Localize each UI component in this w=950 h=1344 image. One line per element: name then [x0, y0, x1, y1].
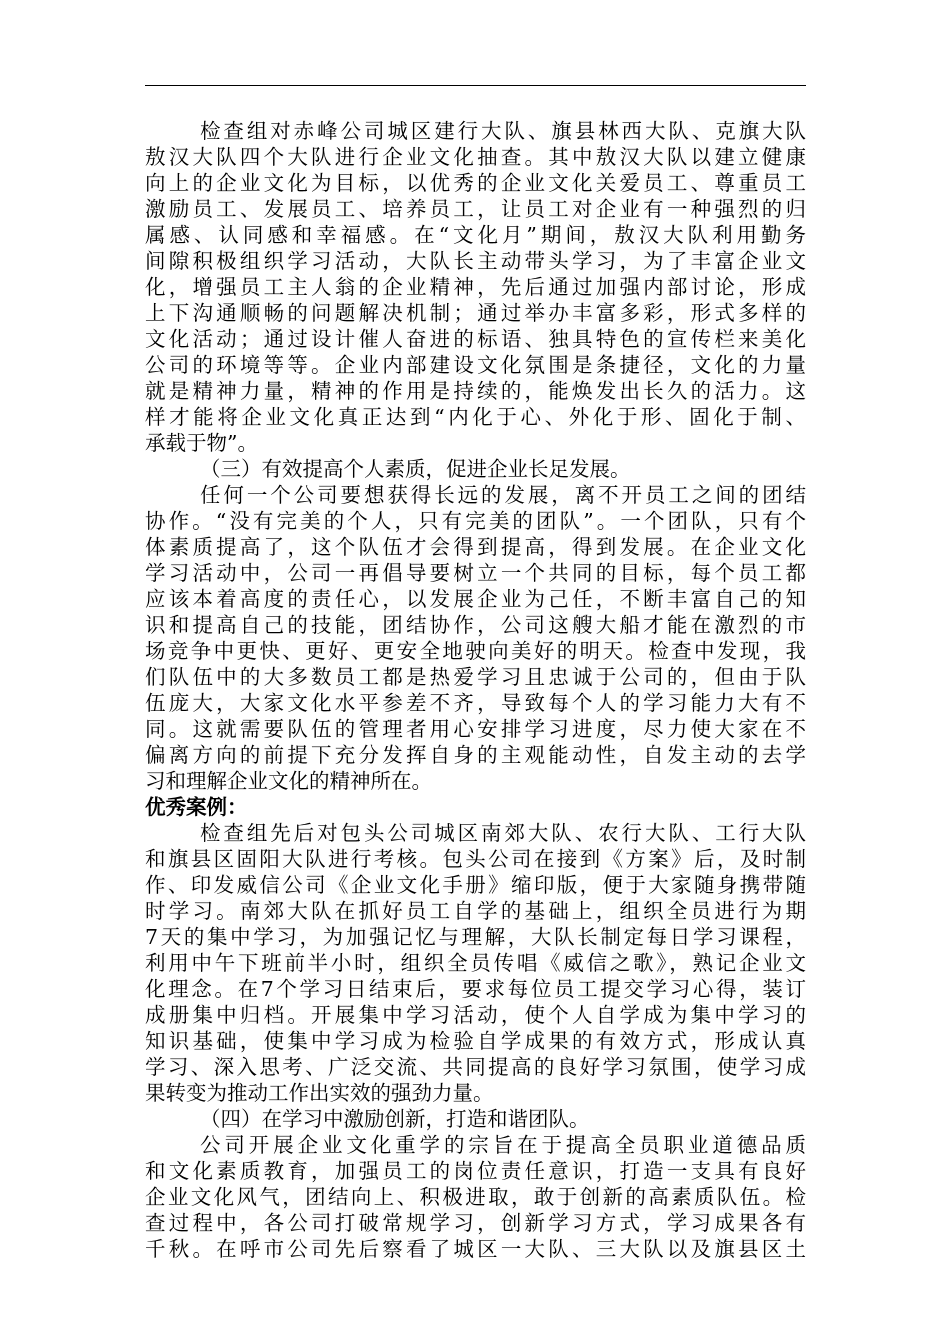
text-line: 知识基础，使集中学习成为检验自学成果的有效方式，形成认真 [145, 1029, 806, 1053]
text-line: 同。这就需要队伍的管理者用心安排学习进度，尽力使大家在不 [145, 717, 806, 741]
text-line: 公司的环境等等。企业内部建设文化氛围是条捷径，文化的力量 [145, 353, 806, 377]
document-body [145, 118, 806, 1262]
text-line: 和文化素质教育，加强员工的岗位责任意识，打造一支具有良好 [145, 1159, 806, 1183]
text-line: 检查组先后对包头公司城区南郊大队、农行大队、工行大队 [200, 821, 806, 845]
text-line: 们队伍中的大多数员工都是热爱学习且忠诚于公司的，但由于队 [145, 665, 806, 689]
text-line: 时学习。南郊大队在抓好员工自学的基础上，组织全员进行为期 [145, 899, 806, 923]
text-line: 敖汉大队四个大队进行企业文化抽查。其中敖汉大队以建立健康 [145, 145, 806, 169]
section-label [145, 794, 806, 820]
header-rule [145, 85, 806, 86]
text-line: 化，增强员工主人翁的企业精神，先后通过加强内部讨论，形成 [145, 275, 806, 299]
text-line: 样才能将企业文化真正达到“内化于心、外化于形、固化于制、 [145, 405, 806, 429]
text-line: 查过程中，各公司打破常规学习，创新学习方式，学习成果各有 [145, 1211, 806, 1235]
text-line: 上下沟通顺畅的问题解决机制；通过举办丰富多彩，形式多样的 [145, 301, 806, 325]
text-line: 利用中午下班前半小时，组织全员传唱《威信之歌》，熟记企业文 [145, 951, 806, 975]
text-line: （三）有效提高个人素质，促进企业长足发展。 [200, 457, 631, 481]
paragraph [145, 820, 806, 1106]
text-line: 体素质提高了，这个队伍才会得到提高，得到发展。在企业文化 [145, 535, 806, 559]
text-line: 7天的集中学习，为加强记忆与理解，大队长制定每日学习课程， [145, 925, 806, 949]
text-line: 应该本着高度的责任心，以发展企业为己任，不断丰富自己的知 [145, 587, 806, 611]
paragraph [145, 1132, 806, 1262]
text-line: 检查组对赤峰公司城区建行大队、旗县林西大队、克旗大队 [200, 119, 806, 143]
text-line: 果转变为推动工作出实效的强劲力量。 [145, 1081, 494, 1105]
text-line: 千秋。在呼市公司先后察看了城区一大队、三大队以及旗县区土 [145, 1237, 806, 1261]
text-line: 承载于物”。 [145, 431, 258, 455]
text-line: 和旗县区固阳大队进行考核。包头公司在接到《方案》后，及时制 [145, 847, 806, 871]
text-line: 公司开展企业文化重学的宗旨在于提高全员职业道德品质 [200, 1133, 806, 1157]
text-line: 就是精神力量，精神的作用是持续的，能焕发出长久的活力。这 [145, 379, 806, 403]
paragraph [145, 118, 806, 456]
text-line: 文化活动；通过设计催人奋进的标语、独具特色的宣传栏来美化 [145, 327, 806, 351]
text-line: 间隙积极组织学习活动，大队长主动带头学习，为了丰富企业文 [145, 249, 806, 273]
text-line: 识和提高自己的技能，团结协作，公司这艘大船才能在激烈的市 [145, 613, 806, 637]
text-line: 化理念。在7个学习日结束后，要求每位员工提交学习心得，装订 [145, 977, 806, 1001]
text-line: 激励员工、发展员工、培养员工，让员工对企业有一种强烈的归 [145, 197, 806, 221]
text-line: 协作。“没有完美的个人，只有完美的团队”。一个团队，只有个 [145, 509, 806, 533]
text-line: 任何一个公司要想获得长远的发展，离不开员工之间的团结 [200, 483, 806, 507]
text-line: （四）在学习中激励创新，打造和谐团队。 [200, 1107, 590, 1131]
text-line: 向上的企业文化为目标，以优秀的企业文化关爱员工、尊重员工 [145, 171, 806, 195]
label-text: 优秀案例： [145, 795, 248, 819]
text-line: 习和理解企业文化的精神所在。 [145, 769, 432, 793]
text-line: 作、印发威信公司《企业文化手册》缩印版，便于大家随身携带随 [145, 873, 806, 897]
paragraph [145, 482, 806, 794]
text-line: 属感、认同感和幸福感。在“文化月”期间，敖汉大队利用勤务 [145, 223, 806, 247]
text-line: 偏离方向的前提下充分发挥自身的主观能动性，自发主动的去学 [145, 743, 806, 767]
text-line: 伍庞大，大家文化水平参差不齐，导致每个人的学习能力大有不 [145, 691, 806, 715]
text-line: 学习、深入思考、广泛交流、共同提高的良好学习氛围，使学习成 [145, 1055, 806, 1079]
text-line: 学习活动中，公司一再倡导要树立一个共同的目标，每个员工都 [145, 561, 806, 585]
text-line: 成册集中归档。开展集中学习活动，使个人自学成为集中学习的 [145, 1003, 806, 1027]
section-heading [145, 456, 806, 482]
text-line: 企业文化风气，团结向上、积极进取，敢于创新的高素质队伍。检 [145, 1185, 806, 1209]
section-heading [145, 1106, 806, 1132]
text-line: 场竞争中更快、更好、更安全地驶向美好的明天。检查中发现，我 [145, 639, 806, 663]
